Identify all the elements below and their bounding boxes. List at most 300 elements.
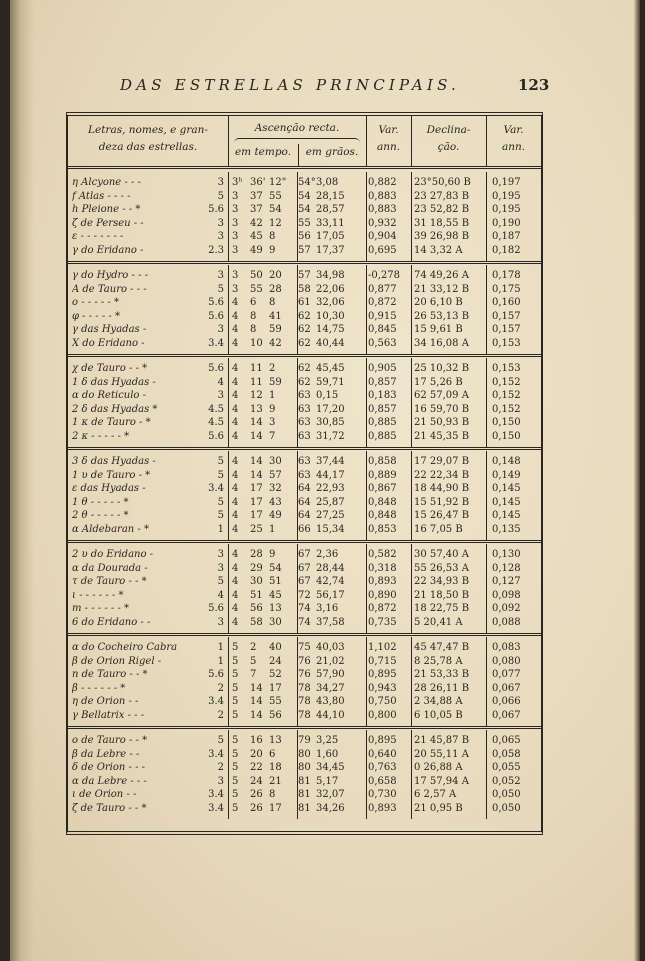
star-magnitude: 3.4 [208, 696, 224, 708]
declination: 16 59,70 B [414, 403, 470, 415]
page-gutter [10, 0, 34, 961]
ra-minutes: 24 [250, 775, 263, 787]
star-magnitude: 5.6 [208, 363, 224, 374]
annual-variation-ra: 0,735 [368, 617, 397, 628]
ra-hours: 4 [232, 456, 239, 467]
annual-variation-ra: 0,848 [368, 496, 397, 508]
ra-degree-minutes: 37,44 [316, 456, 345, 467]
ra-seconds: 55 [269, 696, 282, 708]
ra-seconds: 30 [269, 456, 282, 467]
declination: 22 22,34 B [414, 469, 470, 481]
declination: 20 6,10 B [414, 297, 463, 309]
star-magnitude: 5.6 [208, 297, 224, 309]
star-name: 2 θ - - - - - * [72, 510, 129, 522]
star-table [66, 112, 543, 835]
ra-minutes: 14 [250, 456, 263, 467]
annual-variation-ra: 0,883 [368, 190, 397, 202]
table-row [68, 589, 541, 603]
header-var-ascension [366, 116, 412, 166]
ra-minutes: 55 [250, 283, 263, 295]
ra-degrees: 81 [298, 789, 311, 801]
ra-degrees: 62 [298, 363, 311, 374]
ra-seconds: 20 [269, 270, 282, 281]
annual-variation-dec: 0,149 [492, 469, 521, 481]
ra-degree-minutes: 14,75 [316, 324, 345, 336]
page-number: 123 [518, 76, 550, 94]
declination: 30 57,40 A [414, 549, 469, 560]
star-name: γ das Hyadas - [72, 324, 147, 336]
star-magnitude: 5 [217, 456, 224, 467]
ra-hours: 3 [232, 190, 239, 202]
declination: 28 26,11 B [414, 682, 470, 694]
declination: 15 51,92 B [414, 496, 470, 508]
annual-variation-ra: 0,848 [368, 510, 397, 522]
ra-seconds: 18 [269, 762, 282, 774]
ra-seconds: 57 [269, 469, 282, 481]
annual-variation-ra: 0,882 [368, 177, 397, 188]
star-name: ι - - - - - - * [72, 589, 124, 601]
ra-seconds: 40 [269, 642, 282, 653]
annual-variation-ra: 0,890 [368, 589, 397, 601]
table-block [68, 544, 541, 636]
ra-degree-minutes: 30,85 [316, 417, 345, 429]
table-row [68, 337, 541, 351]
annual-variation-dec: 0,195 [492, 190, 521, 202]
annual-variation-ra: 0,943 [368, 682, 397, 694]
ra-degrees: 76 [298, 669, 311, 681]
annual-variation-ra: -0,278 [368, 270, 401, 281]
annual-variation-dec: 0,066 [492, 696, 521, 708]
table-row [68, 389, 541, 403]
ra-hours: 4 [232, 549, 239, 560]
annual-variation-dec: 0,135 [492, 524, 521, 535]
header-var-line1: Var. [378, 124, 399, 136]
ra-degrees: 67 [298, 576, 311, 588]
header-vardec-line1: Var. [503, 124, 524, 136]
declination: 21 45,87 B [414, 735, 470, 746]
ra-seconds: 56 [269, 710, 282, 721]
table-row [68, 217, 541, 231]
annual-variation-ra: 0,695 [368, 245, 397, 256]
star-name: β de Orion Rigel - [72, 655, 162, 667]
ra-degrees: 54° [298, 177, 316, 188]
declination: 34 16,08 A [414, 338, 469, 349]
ra-seconds: 41 [269, 310, 282, 322]
ra-hours: 3 [232, 270, 239, 281]
annual-variation-ra: 0,893 [368, 576, 397, 588]
annual-variation-dec: 0,152 [492, 390, 521, 402]
ra-degree-minutes: 34,27 [316, 682, 345, 694]
ra-degree-minutes: 42,74 [316, 576, 345, 588]
star-magnitude: 2.3 [208, 245, 224, 256]
ra-degrees: 67 [298, 549, 311, 560]
ra-minutes: 10 [250, 338, 263, 349]
ra-minutes: 17 [250, 483, 263, 495]
ra-minutes: 6 [250, 297, 257, 309]
declination: 21 0,95 B [414, 803, 463, 814]
annual-variation-ra: 1,102 [368, 642, 397, 653]
annual-variation-dec: 0,145 [492, 510, 521, 522]
ra-degrees: 74 [298, 617, 311, 628]
ra-seconds: 9 [269, 403, 276, 415]
ra-degree-minutes: 57,90 [316, 669, 345, 681]
ra-degrees: 75 [298, 642, 311, 653]
annual-variation-dec: 0,190 [492, 217, 521, 229]
declination: 23 52,82 B [414, 204, 470, 216]
declination: 8 25,78 A [414, 655, 463, 667]
ra-seconds: 9 [269, 549, 276, 560]
star-name: A de Tauro - - - [72, 283, 147, 295]
star-magnitude: 1 [217, 642, 224, 653]
declination: 26 53,13 B [414, 310, 470, 322]
star-name: β da Lebre - - [72, 748, 140, 760]
star-magnitude: 5.6 [208, 603, 224, 615]
star-magnitude: 3.4 [208, 483, 224, 495]
ra-degree-minutes: 0,15 [316, 390, 339, 402]
annual-variation-dec: 0,157 [492, 310, 521, 322]
declination: 21 33,12 B [414, 283, 470, 295]
ra-degrees: 63 [298, 390, 311, 402]
star-name: γ do Hydro - - - [72, 270, 149, 281]
header-brace [234, 138, 360, 143]
ra-minutes: 8 [250, 310, 257, 322]
ra-degrees: 78 [298, 696, 311, 708]
ra-minutes: 8 [250, 324, 257, 336]
ra-seconds: 32 [269, 483, 282, 495]
ra-seconds: 12" [269, 177, 287, 188]
ra-minutes: 13 [250, 403, 263, 415]
annual-variation-ra: 0,885 [368, 431, 397, 442]
ra-hours: 4 [232, 576, 239, 588]
ra-seconds: 1 [269, 390, 276, 402]
ra-minutes: 49 [250, 245, 263, 256]
star-name: α da Lebre - - - [72, 775, 147, 787]
ra-hours: 4 [232, 524, 239, 535]
page-edge [634, 0, 640, 961]
table-row [68, 575, 541, 589]
ra-degrees: 58 [298, 283, 311, 295]
annual-variation-ra: 0,893 [368, 803, 397, 814]
ra-hours: 5 [232, 642, 239, 653]
annual-variation-dec: 0,088 [492, 617, 521, 628]
ra-hours: 4 [232, 324, 239, 336]
declination: 31 18,55 B [414, 217, 470, 229]
declination: 17 5,26 B [414, 376, 463, 388]
table-row [68, 641, 541, 655]
ra-seconds: 3 [269, 417, 276, 429]
annual-variation-ra: 0,853 [368, 524, 397, 535]
ra-seconds: 12 [269, 217, 282, 229]
ra-hours: 4 [232, 403, 239, 415]
ra-degrees: 80 [298, 748, 311, 760]
declination: 18 22,75 B [414, 603, 470, 615]
declination: 15 9,61 B [414, 324, 463, 336]
annual-variation-dec: 0,152 [492, 403, 521, 415]
declination: 45 47,47 B [414, 642, 470, 653]
ra-minutes: 5 [250, 655, 257, 667]
ra-minutes: 28 [250, 549, 263, 560]
ra-degrees: 66 [298, 524, 311, 535]
ra-degrees: 64 [298, 483, 311, 495]
table-block [68, 172, 541, 264]
ra-hours: 4 [232, 589, 239, 601]
star-magnitude: 5 [217, 190, 224, 202]
annual-variation-ra: 0,867 [368, 483, 397, 495]
star-name: φ - - - - - * [72, 310, 120, 322]
star-magnitude: 4.5 [208, 417, 224, 429]
ra-hours: 3 [232, 231, 239, 243]
ra-hours: 5 [232, 655, 239, 667]
header-ascension-degrees: em grãos. [305, 146, 359, 158]
annual-variation-dec: 0,178 [492, 270, 521, 281]
header-var-declination [486, 116, 541, 166]
declination: 6 2,57 A [414, 789, 457, 801]
ra-minutes: 14 [250, 710, 263, 721]
table-block [68, 637, 541, 729]
ra-hours: 4 [232, 617, 239, 628]
ra-minutes: 2 [250, 642, 257, 653]
ra-degree-minutes: 15,34 [316, 524, 345, 535]
annual-variation-dec: 0,153 [492, 363, 521, 374]
annual-variation-dec: 0,148 [492, 456, 521, 467]
ra-hours: 4 [232, 431, 239, 442]
ra-degree-minutes: 2,36 [316, 549, 339, 560]
ra-hours: 5 [232, 803, 239, 814]
star-magnitude: 3 [217, 231, 224, 243]
annual-variation-dec: 0,187 [492, 231, 521, 243]
ra-degree-minutes: 44,17 [316, 469, 345, 481]
ra-seconds: 45 [269, 589, 282, 601]
annual-variation-dec: 0,052 [492, 775, 521, 787]
ra-seconds: 51 [269, 576, 282, 588]
header-ascension-column [228, 116, 367, 166]
annual-variation-ra: 0,889 [368, 469, 397, 481]
ra-minutes: 26 [250, 803, 263, 814]
ra-degrees: 57 [298, 270, 311, 281]
ra-hours: 3 [232, 245, 239, 256]
table-row [68, 455, 541, 469]
annual-variation-dec: 0,160 [492, 297, 521, 309]
annual-variation-dec: 0,182 [492, 245, 521, 256]
table-row [68, 775, 541, 789]
ra-degrees: 72 [298, 589, 311, 601]
ra-minutes: 7 [250, 669, 257, 681]
table-row [68, 190, 541, 204]
ra-minutes: 14 [250, 682, 263, 694]
ra-degree-minutes: 3,08 [316, 177, 339, 188]
ra-degrees: 62 [298, 324, 311, 336]
ra-seconds: 8 [269, 231, 276, 243]
ra-degrees: 80 [298, 762, 311, 774]
star-name: ι de Orion - - [72, 789, 137, 801]
ra-hours: 4 [232, 297, 239, 309]
ra-seconds: 13 [269, 735, 282, 746]
ra-hours: 4 [232, 310, 239, 322]
ra-seconds: 17 [269, 682, 282, 694]
ra-minutes: 14 [250, 469, 263, 481]
annual-variation-ra: 0,895 [368, 669, 397, 681]
ra-degrees: 62 [298, 310, 311, 322]
ra-minutes: 26 [250, 789, 263, 801]
ra-degrees: 56 [298, 231, 311, 243]
ra-hours: 3ʰ [232, 177, 243, 188]
annual-variation-dec: 0,197 [492, 177, 521, 188]
ra-hours: 4 [232, 562, 239, 574]
header-ascension-title: Ascenção recta. [254, 122, 340, 134]
ra-seconds: 21 [269, 775, 282, 787]
annual-variation-ra: 0,883 [368, 204, 397, 216]
ra-seconds: 55 [269, 190, 282, 202]
ra-hours: 4 [232, 496, 239, 508]
table-row [68, 668, 541, 682]
star-name: 1 θ - - - - - * [72, 496, 129, 508]
ra-minutes: 11 [250, 376, 263, 388]
star-name: 2 κ - - - - - * [72, 431, 130, 442]
ra-hours: 4 [232, 338, 239, 349]
annual-variation-ra: 0,318 [368, 562, 397, 574]
declination: 25 10,32 B [414, 363, 470, 374]
ra-degrees: 63 [298, 456, 311, 467]
table-row [68, 788, 541, 802]
ra-degree-minutes: 56,17 [316, 589, 345, 601]
table-row [68, 734, 541, 748]
annual-variation-ra: 0,895 [368, 735, 397, 746]
ra-seconds: 52 [269, 669, 282, 681]
ra-degrees: 63 [298, 403, 311, 415]
star-name: ε - - - - - - - [72, 231, 124, 243]
table-row [68, 469, 541, 483]
table-row [68, 761, 541, 775]
table-block [68, 730, 541, 819]
star-name: α da Dourada - [72, 562, 148, 574]
ra-hours: 3 [232, 204, 239, 216]
annual-variation-dec: 0,127 [492, 576, 521, 588]
header-declination [411, 116, 487, 166]
declination: 21 18,50 B [414, 589, 470, 601]
star-magnitude: 1 [217, 524, 224, 535]
annual-variation-dec: 0,050 [492, 789, 521, 801]
ra-seconds: 49 [269, 510, 282, 522]
ra-minutes: 25 [250, 524, 263, 535]
star-name: 1 κ de Tauro - * [72, 417, 151, 429]
ra-degree-minutes: 40,03 [316, 642, 345, 653]
declination: 23 27,83 B [414, 190, 470, 202]
star-magnitude: 5 [217, 735, 224, 746]
annual-variation-ra: 0,905 [368, 363, 397, 374]
star-magnitude: 5.6 [208, 431, 224, 442]
star-magnitude: 3 [217, 177, 224, 188]
table-row [68, 430, 541, 444]
ra-degree-minutes: 34,45 [316, 762, 345, 774]
ra-hours: 4 [232, 603, 239, 615]
book-page [10, 0, 640, 961]
annual-variation-dec: 0,130 [492, 549, 521, 560]
annual-variation-ra: 0,885 [368, 417, 397, 429]
star-name: m - - - - - - * [72, 603, 130, 615]
ra-degrees: 64 [298, 496, 311, 508]
header-var-line2: ann. [376, 141, 401, 153]
ra-hours: 4 [232, 483, 239, 495]
ra-hours: 5 [232, 735, 239, 746]
ra-degree-minutes: 32,06 [316, 297, 345, 309]
ra-seconds: 9 [269, 245, 276, 256]
ra-degree-minutes: 3,25 [316, 735, 339, 746]
annual-variation-dec: 0,175 [492, 283, 521, 295]
annual-variation-ra: 0,640 [368, 748, 397, 760]
annual-variation-ra: 0,750 [368, 696, 397, 708]
ra-degree-minutes: 45,45 [316, 363, 345, 374]
ra-degree-minutes: 1,60 [316, 748, 339, 760]
star-magnitude: 5.6 [208, 669, 224, 681]
ra-degrees: 54 [298, 190, 311, 202]
annual-variation-ra: 0,858 [368, 456, 397, 467]
table-row [68, 416, 541, 430]
annual-variation-dec: 0,150 [492, 417, 521, 429]
ra-seconds: 7 [269, 431, 276, 442]
declination: 17 57,94 A [414, 775, 469, 787]
star-name: γ Bellatrix - - - [72, 710, 145, 721]
star-magnitude: 3 [217, 270, 224, 281]
ra-seconds: 43 [269, 496, 282, 508]
ra-degrees: 55 [298, 217, 311, 229]
annual-variation-dec: 0,157 [492, 324, 521, 336]
ra-degrees: 67 [298, 562, 311, 574]
ra-minutes: 58 [250, 617, 263, 628]
ra-degree-minutes: 3,16 [316, 603, 339, 615]
declination: 62 57,09 A [414, 390, 469, 402]
annual-variation-ra: 0,904 [368, 231, 397, 243]
table-block [68, 358, 541, 450]
ra-hours: 5 [232, 789, 239, 801]
declination: 16 7,05 B [414, 524, 463, 535]
ra-hours: 5 [232, 710, 239, 721]
ra-minutes: 45 [250, 231, 263, 243]
ra-degree-minutes: 28,57 [316, 204, 345, 216]
ra-minutes: 51 [250, 589, 263, 601]
annual-variation-dec: 0,152 [492, 376, 521, 388]
ra-degree-minutes: 43,80 [316, 696, 345, 708]
ra-seconds: 6 [269, 748, 276, 760]
ra-degrees: 79 [298, 735, 311, 746]
ra-degree-minutes: 25,87 [316, 496, 345, 508]
annual-variation-ra: 0,730 [368, 789, 397, 801]
ra-degree-minutes: 22,93 [316, 483, 345, 495]
table-row [68, 695, 541, 709]
header-name-column [68, 116, 229, 166]
ra-seconds: 1 [269, 524, 276, 535]
ra-minutes: 37 [250, 190, 263, 202]
ra-hours: 5 [232, 748, 239, 760]
star-name: 1 δ das Hyadas - [72, 376, 156, 388]
annual-variation-ra: 0,582 [368, 549, 397, 560]
table-row [68, 269, 541, 283]
ra-hours: 4 [232, 417, 239, 429]
table-row [68, 562, 541, 576]
star-magnitude: 3.4 [208, 789, 224, 801]
ra-hours: 5 [232, 762, 239, 774]
star-name: ο de Tauro - - * [72, 735, 148, 746]
ra-seconds: 8 [269, 789, 276, 801]
table-row [68, 748, 541, 762]
ra-degrees: 76 [298, 655, 311, 667]
ra-degree-minutes: 32,07 [316, 789, 345, 801]
star-magnitude: 5 [217, 469, 224, 481]
ra-degree-minutes: 17,05 [316, 231, 345, 243]
annual-variation-dec: 0,067 [492, 682, 521, 694]
star-magnitude: 5.6 [208, 310, 224, 322]
ra-seconds: 59 [269, 324, 282, 336]
declination: 17 29,07 B [414, 456, 470, 467]
